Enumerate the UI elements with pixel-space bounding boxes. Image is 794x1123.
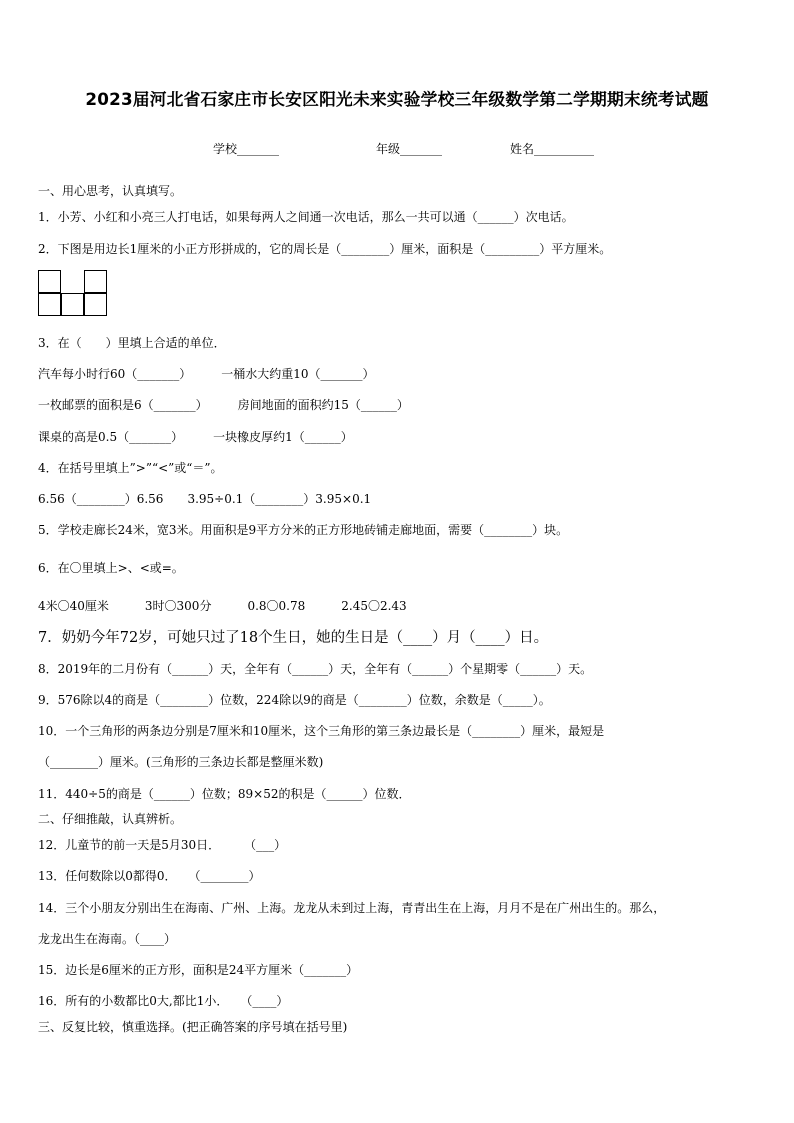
section-1-heading: 一、用心思考，认真填写。 bbox=[38, 184, 183, 198]
question-15: 15．边长是6厘米的正方形，面积是24平方厘米（_______） bbox=[38, 963, 359, 977]
question-16: 16．所有的小数都比0大,都比1小． （____） bbox=[38, 994, 289, 1008]
page-title: 2023届河北省石家庄市长安区阳光未来实验学校三年级数学第二学期期末统考试题 bbox=[85, 89, 709, 109]
grid-cell bbox=[38, 270, 61, 293]
question-11: 11．440÷5的商是（______）位数；89×52的积是（______）位数． bbox=[38, 787, 411, 801]
question-3-row-3: 课桌的高是0.5（_______） 一块橡皮厚约1（______） bbox=[38, 430, 353, 444]
question-13: 13．任何数除以0都得0． （________） bbox=[38, 869, 261, 883]
question-8: 8．2019年的二月份有（______）天，全年有（______）天，全年有（______）个星期零（______）天。 bbox=[38, 662, 593, 676]
question-12: 12．儿童节的前一天是5月30日． （___） bbox=[38, 838, 287, 852]
question-1: 1．小芳、小红和小亮三人打电话，如果每两人之间通一次电话，那么一共可以通（______）次电话。 bbox=[38, 210, 574, 224]
question-6: 6．在〇里填上>、<或=。 bbox=[38, 561, 184, 575]
grid-cell bbox=[38, 293, 61, 316]
grid-cell bbox=[84, 270, 107, 293]
question-10: 10．一个三角形的两条边分别是7厘米和10厘米，这个三角形的第三条边最长是（________）厘米，最短是 bbox=[38, 724, 605, 738]
section-2-heading: 二、仔细推敲，认真辨析。 bbox=[38, 812, 183, 826]
grid-cell bbox=[61, 293, 84, 316]
question-3-row-2: 一枚邮票的面积是6（_______） 房间地面的面积约15（______） bbox=[38, 398, 409, 412]
name-field: 姓名__________ bbox=[510, 142, 595, 156]
section-3-heading: 三、反复比较，慎重选择。(把正确答案的序号填在括号里) bbox=[38, 1020, 348, 1034]
school-field: 学校_______ bbox=[213, 142, 280, 156]
question-5: 5．学校走廊长24米，宽3米。用面积是9平方分米的正方形地砖铺走廊地面，需要（________）块。 bbox=[38, 523, 569, 537]
grade-field: 年级_______ bbox=[376, 142, 443, 156]
question-14-continued: 龙龙出生在海南。（____） bbox=[38, 932, 177, 946]
question-3-row-1: 汽车每小时行60（_______） 一桶水大约重10（_______） bbox=[38, 367, 375, 381]
question-4-row: 6.56（________）6.56 3.95÷0.1（________）3.95×0.1 bbox=[38, 492, 372, 506]
grid-cell bbox=[84, 293, 107, 316]
question-10-continued: （________）厘米。(三角形的三条边长都是整厘米数) bbox=[38, 755, 324, 769]
question-14: 14．三个小朋友分别出生在海南、广州、上海。龙龙从未到过上海，青青出生在上海，月月不是在广州出生的。那么， bbox=[38, 901, 666, 915]
question-4: 4．在括号里填上”>”“<”或“＝”。 bbox=[38, 461, 223, 475]
question-3: 3．在（ ）里填上合适的单位． bbox=[38, 336, 226, 350]
question-6-row: 4米〇40厘米 3时〇300分 0.8〇0.78 2.45〇2.43 bbox=[38, 599, 407, 613]
question-2: 2．下图是用边长1厘米的小正方形拼成的，它的周长是（________）厘米，面积是（_________）平方厘米。 bbox=[38, 242, 612, 256]
question-9: 9．576除以4的商是（________）位数，224除以9的商是（________）位数，余数是（_____）。 bbox=[38, 693, 551, 707]
question-7: 7．奶奶今年72岁，可她只过了18个生日，她的生日是（____）月（____）日。 bbox=[38, 630, 549, 646]
